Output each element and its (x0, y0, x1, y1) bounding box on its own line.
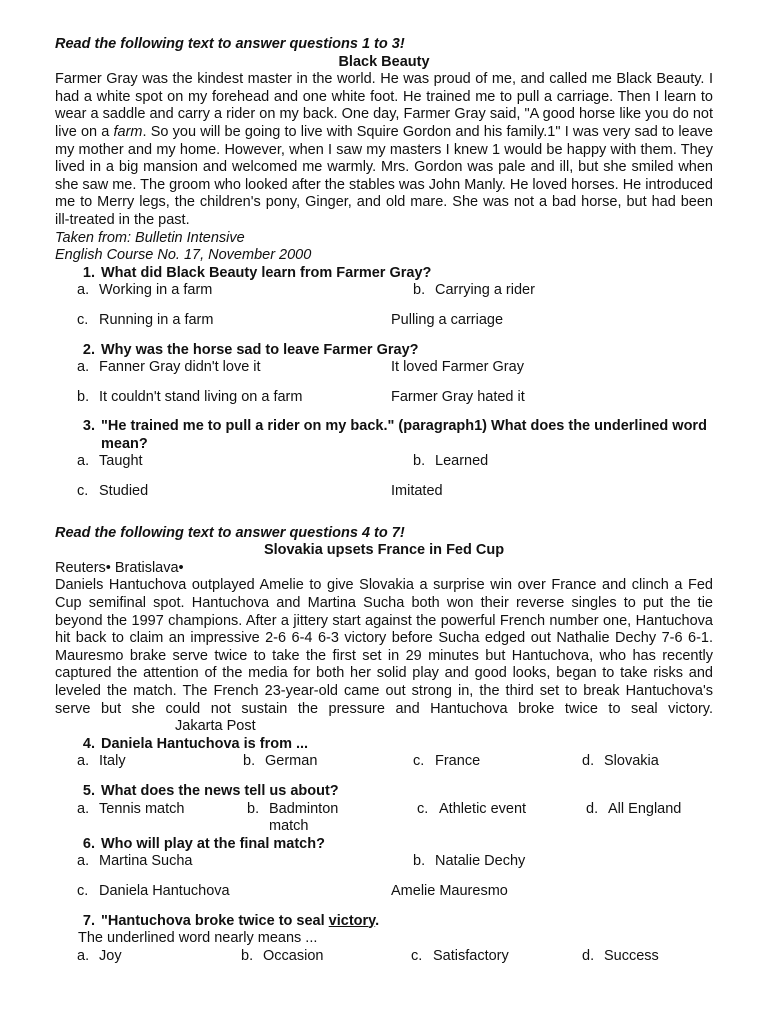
option-c[interactable] (413, 753, 480, 771)
question-text: Who will play at the final match? (101, 835, 325, 852)
option-letter: a. (77, 947, 90, 964)
option-text: Slovakia (604, 753, 659, 770)
option-letter: a. (77, 282, 90, 299)
option-text: Farmer Gray hated it (391, 388, 525, 405)
option-b[interactable] (413, 453, 488, 471)
option-letter: c. (77, 882, 89, 899)
option-letter: b. (413, 453, 426, 470)
option-d[interactable] (582, 753, 659, 771)
option-d[interactable] (391, 883, 508, 901)
option-text (269, 801, 338, 836)
question-number: 3. (82, 418, 95, 435)
news-source: Jakarta Post (175, 718, 256, 735)
option-letter: d. (582, 947, 595, 964)
option-text: Working in a farm (99, 282, 213, 299)
options-row (55, 753, 713, 771)
section2-paragraph (55, 577, 713, 735)
options-row (55, 883, 713, 901)
question-text: What does the news tell us about? (101, 782, 339, 799)
option-text: Athletic event (439, 800, 527, 817)
option-text: It couldn't stand living on a farm (99, 388, 303, 405)
option-text: All England (608, 800, 682, 817)
option-text: Italy (99, 753, 126, 770)
option-b[interactable] (247, 801, 338, 836)
option-text: Natalie Dechy (435, 853, 526, 870)
option-text: Taught (99, 453, 143, 470)
question-text: Daniela Hantuchova is from ... (101, 735, 309, 752)
question-number: 5. (82, 782, 95, 799)
option-text: Occasion (263, 947, 324, 964)
section2-instruction: Read the following text to answer questions 4 to 7! (55, 524, 405, 541)
option-a[interactable] (77, 282, 212, 300)
option-text: Satisfactory (433, 947, 509, 964)
paragraph-italic-word: farm (113, 123, 143, 140)
option-c[interactable] (77, 883, 230, 901)
question-number: 2. (82, 341, 95, 358)
option-letter: b. (247, 800, 260, 817)
question-text: What did Black Beauty learn from Farmer Gray? (101, 264, 432, 281)
option-text: Joy (99, 947, 122, 964)
option-a[interactable] (77, 948, 122, 966)
option-text: Running in a farm (99, 311, 214, 328)
option-d[interactable] (391, 312, 503, 330)
option-letter: b. (77, 388, 90, 405)
option-text: Amelie Mauresmo (391, 882, 508, 899)
question-6 (55, 836, 713, 854)
source-line2: English Course No. 17, November 2000 (55, 247, 312, 264)
option-c[interactable] (77, 483, 148, 501)
question-subtext: The underlined word nearly means ... (78, 930, 318, 947)
option-text: Success (604, 947, 659, 964)
worksheet (55, 36, 713, 965)
option-b[interactable] (243, 753, 317, 771)
options-row (55, 948, 713, 966)
option-text: Carrying a rider (435, 282, 535, 299)
options-row (55, 359, 713, 377)
option-text: German (265, 753, 318, 770)
option-d[interactable] (586, 801, 681, 819)
question-number: 1. (82, 264, 95, 281)
option-a[interactable] (77, 359, 261, 377)
question-number: 4. (82, 735, 95, 752)
option-b[interactable] (241, 948, 323, 966)
option-b[interactable] (413, 853, 525, 871)
option-letter: a. (77, 359, 90, 376)
option-text: Tennis match (99, 800, 185, 817)
option-text: Studied (99, 483, 149, 500)
paragraph-text: Farmer Gray was the kindest master in the world. He was proud of me, and called me Black Beauty. I had a white spot on my forehead and one white foot. He trained me to pull a carriage. Then I learn to wear a saddle and carry a rider on my back. One day, Farmer Gray said, "A good horse like you do not live on a (55, 71, 713, 140)
option-text: Learned (435, 453, 489, 470)
option-letter: a. (77, 753, 90, 770)
option-a[interactable] (77, 753, 126, 771)
options-row (55, 853, 713, 871)
option-d[interactable] (391, 389, 525, 407)
question-text: Why was the horse sad to leave Farmer Gray? (101, 341, 419, 358)
option-c[interactable] (77, 312, 213, 330)
question-text-pre: "Hantuchova broke twice to seal (101, 912, 329, 929)
option-text: Fanner Gray didn't love it (99, 359, 261, 376)
option-c[interactable] (77, 389, 302, 407)
option-d[interactable] (391, 483, 443, 501)
option-letter: b. (243, 753, 256, 770)
options-row (55, 312, 713, 330)
question-text (101, 913, 713, 931)
section1-instruction: Read the following text to answer questions 1 to 3! (55, 36, 405, 52)
option-letter: c. (77, 483, 89, 500)
dateline: Reuters• Bratislava• (55, 559, 184, 576)
option-text: Pulling a carriage (391, 311, 504, 328)
option-letter: c. (411, 947, 423, 964)
option-text: Imitated (391, 483, 443, 500)
option-c[interactable] (411, 948, 509, 966)
paragraph-text: Daniels Hantuchova outplayed Amelie to give Slovakia a surprise win over France and clinch a Fed Cup semifinal spot. Hantuchova and Martina Sucha both won their reverse singles to put the tie beyond the 1997 champions. After a jittery start against the powerful French number one, Hantuchova hit back to claim an impressive 2-6 6-4 6-3 victory before Sucha edged out Nathalie Dechy 7-6 6-1. Mauresmo brake serve twice to take the first set in 29 minutes but Hantuchova, who has recently captured the attention of the media for both her solid play and good looks, began to take risks and leveled the match. The French 23-year-old came out strong in, the third set to break Hantuchova's serve but she could not sustain the pressure and Hantuchova broke twice to seal victory. (55, 577, 713, 717)
question-2 (55, 342, 713, 360)
option-letter: a. (77, 853, 90, 870)
section1-title: Black Beauty (338, 53, 430, 70)
question-4 (55, 736, 713, 754)
option-letter: b. (241, 947, 254, 964)
section1-paragraph (55, 71, 713, 229)
option-letter: c. (417, 800, 429, 817)
option-c[interactable] (417, 801, 526, 819)
option-text-line1: Badminton (269, 800, 339, 817)
option-text: France (435, 753, 481, 770)
question-number: 7. (82, 912, 95, 929)
option-text: Martina Sucha (99, 853, 193, 870)
option-letter: a. (77, 453, 90, 470)
option-letter: d. (586, 800, 599, 817)
option-a[interactable] (77, 853, 193, 871)
question-text: "He trained me to pull a rider on my back." (paragraph1) What does the underlined word mean? (101, 418, 707, 452)
option-text: It loved Farmer Gray (391, 359, 524, 376)
options-row (55, 282, 713, 300)
question-number: 6. (82, 835, 95, 852)
question-5 (55, 783, 713, 801)
option-text-line2: match (269, 818, 309, 835)
options-row (55, 801, 713, 836)
option-d[interactable] (582, 948, 659, 966)
option-letter: b. (413, 853, 426, 870)
question-3 (55, 418, 713, 453)
option-text: Daniela Hantuchova (99, 882, 230, 899)
options-row (55, 453, 713, 471)
option-letter: a. (77, 800, 90, 817)
option-letter: b. (413, 282, 426, 299)
paragraph-text-rest: . So you will be going to live with Squire Gordon and his family.1" I was very sad to leave my mother and my home. However, when I saw my masters I knew 1 would be happy with them. They lived in a big mansion and welcomed me warmly. Mrs. Gordon was pale and ill, but she smiled when she saw me. The groom who looked after the stables was John Manly. He loved horses. He introduced me to Merry legs, the children's pony, Ginger, and old mare. She was not a bad horse, but had been ill-treated in the past. (55, 123, 713, 228)
underlined-word: victory (328, 912, 376, 929)
section2-title: Slovakia upsets France in Fed Cup (263, 542, 505, 559)
option-letter: d. (582, 753, 595, 770)
option-b[interactable] (391, 359, 524, 377)
options-row (55, 483, 713, 501)
option-letter: c. (413, 753, 425, 770)
source-line1: Taken from: Bulletin Intensive (55, 229, 245, 246)
question-7 (55, 913, 713, 931)
options-row (55, 389, 713, 407)
option-letter: c. (77, 311, 89, 328)
question-1 (55, 265, 713, 283)
option-a[interactable] (77, 453, 143, 471)
option-a[interactable] (77, 801, 184, 819)
option-b[interactable] (413, 282, 535, 300)
question-text-post: . (375, 912, 380, 929)
